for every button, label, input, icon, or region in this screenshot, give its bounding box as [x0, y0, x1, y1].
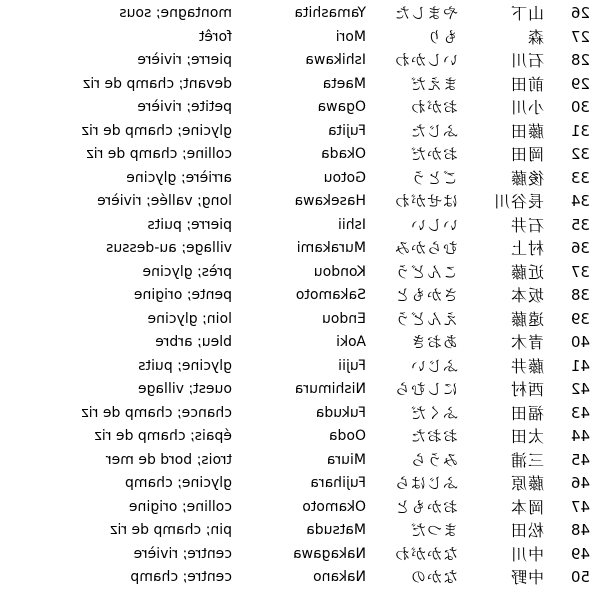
- kana-cell: えんどう: [393, 309, 458, 328]
- row-number: 31: [570, 121, 590, 140]
- meaning-cell: pierre; rivière: [137, 52, 232, 68]
- meaning-cell: glycine; champ: [125, 475, 232, 491]
- table-row: [0, 496, 600, 520]
- table-row: [0, 472, 600, 496]
- kanji-cell: 石川: [509, 51, 544, 70]
- romaji-cell: Ishii: [337, 216, 366, 233]
- table-row: [0, 378, 600, 402]
- romaji-cell: Sakamoto: [295, 287, 366, 303]
- kanji-cell: 前田: [509, 74, 544, 94]
- romaji-cell: Maeta: [322, 75, 366, 92]
- meaning-cell: centre; champ: [130, 569, 232, 585]
- kana-cell: なかの: [409, 568, 458, 586]
- kana-cell: おかもと: [393, 497, 458, 516]
- kana-cell: はせがわ: [393, 192, 458, 210]
- row-number: 48: [570, 521, 590, 539]
- kana-cell: いしい: [409, 215, 458, 234]
- kanji-cell: 遠藤: [509, 309, 544, 329]
- table-row: [0, 96, 600, 120]
- kanji-cell: 後藤: [509, 168, 544, 188]
- table-row: [0, 519, 600, 543]
- table-row: [0, 214, 600, 238]
- table-row: [0, 402, 600, 426]
- row-number: 44: [570, 427, 590, 445]
- row-number: 46: [570, 474, 590, 492]
- kanji-cell: 村上: [509, 239, 544, 258]
- meaning-cell: colline; origine: [128, 498, 232, 515]
- kana-cell: ふくだ: [409, 403, 458, 422]
- meaning-cell: forêt: [198, 28, 232, 45]
- meaning-cell: ouest; village: [137, 381, 232, 397]
- romaji-cell: Ishikawa: [305, 52, 366, 68]
- meaning-cell: loin; glycine: [147, 310, 232, 327]
- row-number: 28: [570, 51, 590, 69]
- meaning-cell: glycine; champ de riz: [81, 122, 232, 139]
- row-number: 37: [570, 262, 590, 281]
- row-number: 39: [570, 309, 590, 328]
- kanji-cell: 長谷川: [492, 192, 544, 211]
- meaning-cell: devant; champ de riz: [83, 75, 232, 92]
- romaji-cell: Gotou: [323, 169, 366, 186]
- romaji-cell: Okamoto: [302, 498, 366, 515]
- kana-cell: にしむら: [393, 380, 458, 398]
- meaning-cell: pin; champ de riz: [110, 522, 232, 538]
- table-row: [0, 120, 600, 144]
- kana-cell: こんどう: [393, 262, 458, 281]
- row-number: 41: [570, 356, 590, 375]
- table-row: [0, 308, 600, 332]
- romaji-cell: Nakano: [313, 569, 366, 585]
- meaning-cell: petite; rivière: [137, 99, 232, 115]
- kana-cell: ふじはら: [393, 474, 458, 492]
- romaji-cell: Aoki: [336, 334, 366, 350]
- romaji-cell: Fukuda: [315, 404, 366, 421]
- kana-cell: おおた: [409, 427, 458, 445]
- row-number: 32: [570, 145, 590, 163]
- kana-cell: むらかみ: [393, 239, 458, 257]
- kanji-cell: 中野: [509, 568, 544, 587]
- romaji-cell: Ooda: [328, 428, 366, 444]
- romaji-cell: Ogawa: [317, 99, 366, 115]
- romaji-cell: Endou: [321, 310, 366, 327]
- row-number: 47: [570, 497, 590, 516]
- meaning-cell: village; au-dessus: [106, 240, 232, 256]
- kanji-cell: 坂本: [509, 286, 544, 305]
- row-number: 45: [570, 450, 590, 469]
- meaning-cell: trois; bord de mer: [105, 451, 232, 468]
- table-row: [0, 2, 600, 26]
- meaning-cell: épais; champ de riz: [94, 428, 232, 444]
- romaji-cell: Yamashita: [294, 5, 366, 21]
- romaji-cell: Nishimura: [294, 381, 366, 397]
- row-number: 38: [570, 286, 590, 304]
- kana-cell: ごとう: [409, 168, 458, 187]
- kana-cell: なかがわ: [393, 544, 458, 563]
- table-row: [0, 167, 600, 191]
- romaji-cell: Kondou: [313, 263, 366, 280]
- kana-cell: ふじた: [409, 121, 458, 140]
- kana-cell: まつだ: [409, 521, 458, 539]
- meaning-cell: pente; origine: [133, 287, 232, 303]
- kanji-cell: 山下: [509, 4, 544, 23]
- row-number: 26: [570, 4, 590, 22]
- row-number: 30: [570, 98, 590, 116]
- row-number: 34: [570, 192, 590, 210]
- romaji-cell: Fujihara: [310, 475, 366, 491]
- table-row: [0, 261, 600, 285]
- kanji-cell: 藤井: [509, 356, 544, 376]
- kana-cell: さかもと: [393, 286, 458, 304]
- romaji-cell: Miura: [326, 451, 366, 468]
- kanji-cell: 近藤: [509, 262, 544, 282]
- kanji-cell: 三浦: [509, 450, 544, 470]
- meaning-cell: colline; champ de riz: [86, 146, 232, 162]
- kana-cell: いしかわ: [393, 51, 458, 69]
- table-row: [0, 73, 600, 97]
- row-number: 29: [570, 74, 590, 93]
- romaji-cell: Hasekawa: [294, 193, 366, 209]
- meaning-cell: glycine; puits: [138, 357, 232, 374]
- meaning-cell: chance; champ de riz: [81, 404, 232, 421]
- kanji-cell: 森: [526, 27, 544, 47]
- kana-cell: もり: [425, 27, 458, 46]
- row-number: 50: [570, 568, 590, 586]
- meaning-cell: bleu; arbre: [155, 334, 232, 350]
- romaji-cell: Murakami: [296, 240, 366, 256]
- kana-cell: やました: [393, 4, 458, 22]
- kanji-cell: 福田: [509, 403, 544, 423]
- meaning-cell: pierre; puits: [147, 216, 232, 233]
- row-number: 43: [570, 403, 590, 422]
- kanji-cell: 中川: [509, 544, 544, 564]
- romaji-cell: Mori: [335, 28, 366, 45]
- row-number: 36: [570, 239, 590, 257]
- kanji-cell: 松田: [509, 521, 544, 540]
- meaning-cell: arrière; glycine: [126, 169, 232, 186]
- kana-cell: みうら: [409, 450, 458, 469]
- table-row: [0, 331, 600, 355]
- meaning-cell: long; vallée; rivière: [97, 193, 232, 209]
- kanji-cell: 太田: [509, 427, 544, 446]
- row-number: 35: [570, 215, 590, 234]
- kana-cell: あおき: [409, 333, 458, 351]
- romaji-cell: Matsuda: [306, 522, 366, 538]
- kanji-cell: 岡田: [509, 145, 544, 164]
- romaji-cell: Nakagawa: [293, 545, 366, 562]
- meaning-cell: centre; rivière: [133, 545, 232, 562]
- table-row: [0, 26, 600, 50]
- meaning-cell: près; glycine: [142, 263, 232, 280]
- kana-cell: ふじい: [409, 356, 458, 375]
- table-row: [0, 449, 600, 473]
- table-row: [0, 190, 600, 214]
- row-number: 49: [570, 544, 590, 563]
- romaji-cell: Okada: [321, 146, 366, 162]
- kanji-cell: 小川: [509, 98, 544, 117]
- table-row: [0, 49, 600, 73]
- table-row: [0, 566, 600, 590]
- row-number: 40: [570, 333, 590, 351]
- kanji-cell: 藤原: [509, 474, 544, 493]
- table-row: [0, 237, 600, 261]
- kanji-cell: 藤田: [509, 121, 544, 141]
- row-number: 27: [570, 27, 590, 46]
- table-row: [0, 355, 600, 379]
- kana-cell: おかだ: [409, 145, 458, 163]
- meaning-cell: montagne; sous: [119, 5, 232, 21]
- kanji-cell: 石井: [509, 215, 544, 235]
- kana-cell: おがわ: [409, 98, 458, 116]
- romaji-cell: Fujii: [338, 357, 366, 374]
- table-row: [0, 284, 600, 308]
- kanji-cell: 青木: [509, 333, 544, 352]
- table-row: [0, 543, 600, 567]
- row-number: 33: [570, 168, 590, 187]
- table-row: [0, 425, 600, 449]
- kanji-cell: 西村: [509, 380, 544, 399]
- table-row: [0, 143, 600, 167]
- table-body: [0, 2, 600, 590]
- kana-cell: まえだ: [409, 74, 458, 93]
- romaji-cell: Fujita: [327, 122, 366, 139]
- row-number: 42: [570, 380, 590, 398]
- kanji-cell: 岡本: [509, 497, 544, 517]
